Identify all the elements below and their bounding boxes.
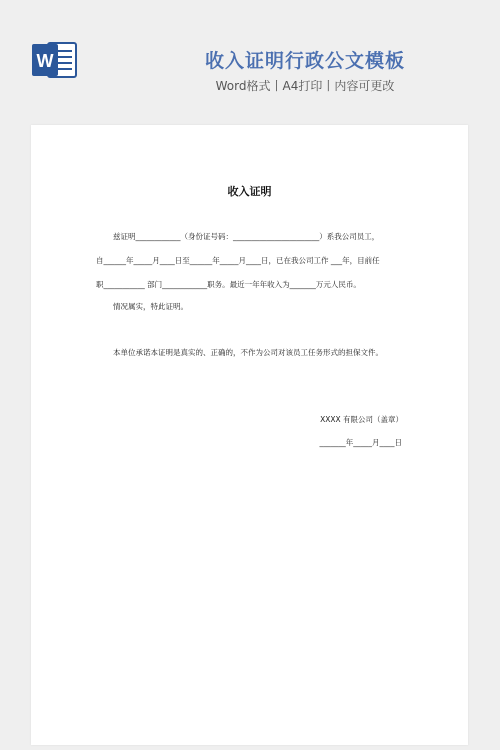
signature-company: XXXX 有限公司（盖章） (320, 415, 403, 424)
document-title: 收入证明 (227, 185, 272, 198)
word-logo-letter: W (36, 51, 54, 71)
document-line-3: 职___________ 部门____________职务。最近一年年收入为_______万元人民币。 (96, 280, 361, 289)
document-line-4: 情况属实，特此证明。 (113, 302, 188, 311)
header (0, 0, 500, 120)
page-subtitle: Word格式丨A4打印丨内容可更改 (215, 79, 395, 93)
word-icon (32, 40, 78, 80)
signature-date: _______年_____月____日 (319, 438, 402, 447)
document-line-2: 自______年_____月____日至______年_____月____日，已在我公司工作 ___年，目前任 (96, 256, 380, 265)
document-page (31, 125, 468, 745)
document-line-1: 兹证明____________（身份证号码：_______________________）系我公司员工， (113, 232, 380, 241)
document-line-5: 本单位承诺本证明是真实的、正确的，不作为公司对该员工任务形式的担保文件。 (113, 348, 383, 357)
page-title: 收入证明行政公文模板 (204, 50, 405, 72)
